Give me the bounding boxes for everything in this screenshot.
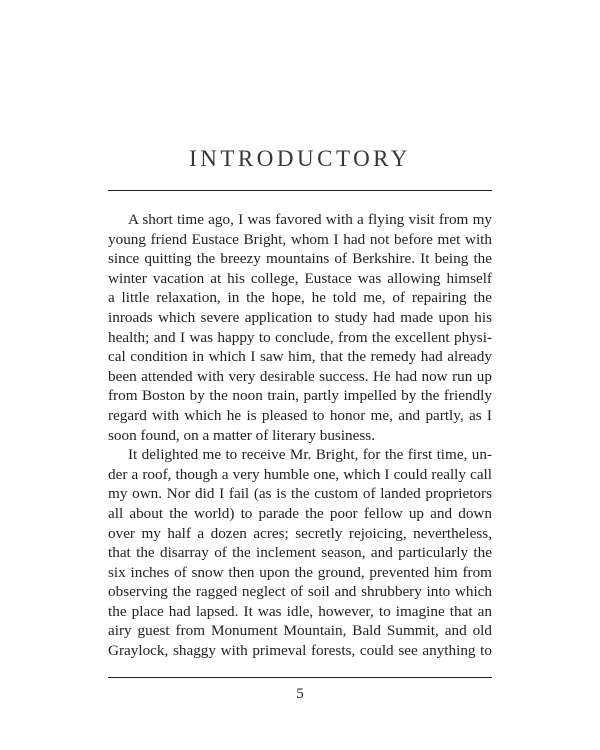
chapter-title: INTRODUCTORY [189, 146, 411, 171]
text-line: over my half a dozen acres; secretly rejoicing, nevertheless, [108, 524, 492, 542]
footer-rule [108, 677, 492, 678]
text-line: six inches of snow then upon the ground, prevented him from [108, 563, 492, 581]
text-line: young friend Eustace Bright, whom I had not before met with [108, 230, 492, 248]
page-number: 5 [296, 686, 304, 702]
text-line: inroads which severe application to study had made upon his [108, 308, 492, 326]
title-rule [108, 190, 492, 191]
text-line: airy guest from Monument Mountain, Bald Summit, and old [108, 622, 492, 640]
text-line: A short time ago, I was favored with a flying visit from my [128, 211, 492, 228]
text-line: from Boston by the noon train, partly impelled by the friendly [108, 387, 492, 405]
text-line: been attended with very desirable success. He had now run up [108, 367, 492, 385]
text-line: Graylock, shaggy with primeval forests, could see anything to [108, 642, 492, 660]
text-line: regard with which he is pleased to honor me, and partly, as I [108, 406, 492, 424]
text-line: since quitting the breezy mountains of Berkshire. It being the [108, 250, 492, 268]
text-line: winter vacation at his college, Eustace was allowing himself [108, 269, 492, 287]
text-line: observing the ragged neglect of soil and shrubbery into which [108, 583, 492, 601]
text-line: my own. Nor did I fail (as is the custom of landed proprietors [108, 485, 492, 503]
text-line: It delighted me to receive Mr. Bright, for the first time, un- [128, 446, 492, 464]
text-line: cal condition in which I saw him, that the remedy had already [108, 348, 492, 366]
text-line: all about the world) to parade the poor fellow up and down [108, 504, 492, 522]
text-line: a little relaxation, in the hope, he told me, of repairing the [108, 289, 492, 307]
body-text [108, 210, 492, 661]
text-line: soon found, on a matter of literary business. [108, 426, 375, 444]
text-line: der a roof, though a very humble one, which I could really call [108, 465, 492, 483]
text-line: health; and I was happy to conclude, from the excellent physi- [108, 328, 492, 346]
text-line: that the disarray of the inclement season, and particularly the [108, 544, 492, 562]
text-line: the place had lapsed. It was idle, however, to imagine that an [108, 602, 492, 620]
